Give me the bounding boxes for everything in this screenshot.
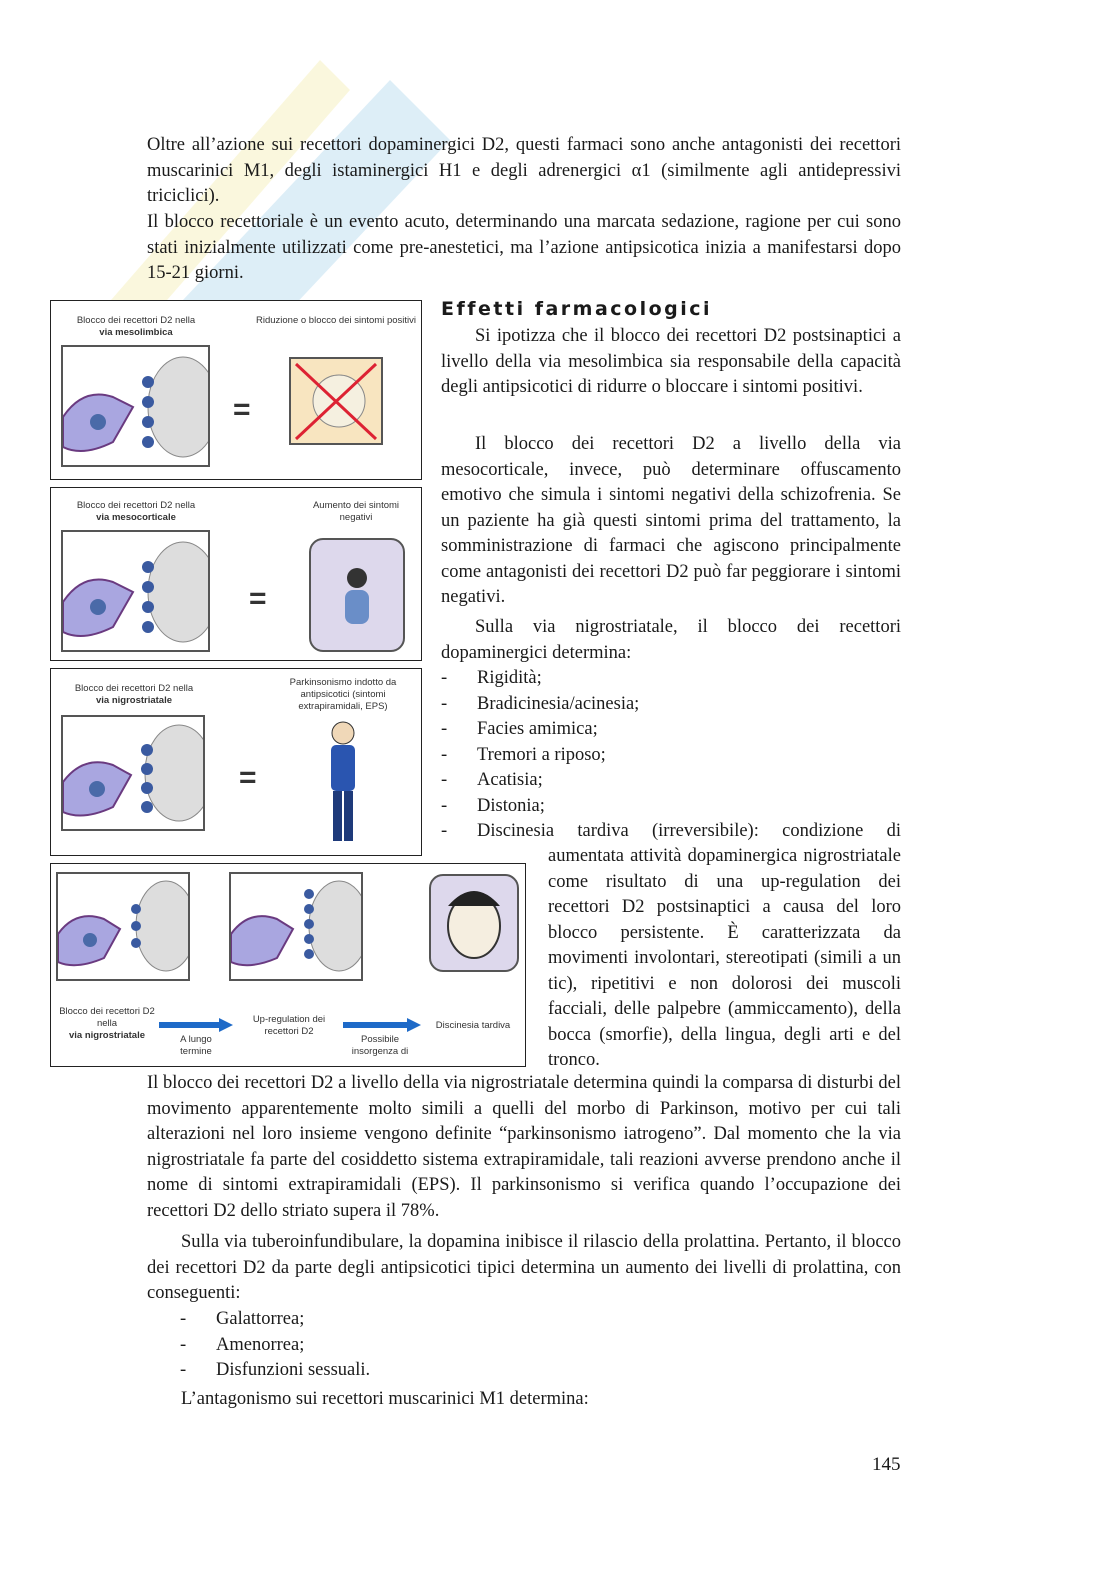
synapse-upregulated-diagram <box>229 872 363 981</box>
section-paragraph-1: Si ipotizza che il blocco dei recettori D2 postsinaptici a livello della via mesolimbica sia responsabile della capacità degli antipsicotici di ridurre o bloccare i sintomi positivi. <box>441 326 901 397</box>
list-item: - Distonia; <box>441 795 545 816</box>
section-paragraph-2: Il blocco dei recettori D2 a livello della via mesocorticale, invece, può determinare offuscamento emotivo che simula i sintomi negativi della schizofrenia. Se un paziente ha già questi sintomi prima del trattamento, la somministrazione di farmaci che agiscono principalmente come antagonisti dei recettori D2 può far peggiorare i sintomi negativi. <box>441 434 901 607</box>
body-paragraph-6: L’antagonismo sui recettori muscarinici M1 determina: <box>181 1389 589 1409</box>
list-item: - Disfunzioni sessuali. <box>180 1360 371 1380</box>
figure-4-caption-possible-onset: Possibile insorgenza di <box>351 1034 409 1057</box>
intro-paragraph-2: Il blocco recettoriale è un evento acuto, determinando una marcata sedazione, ragione per cui sono stati inizialmente utilizzati come pre-anestetici, ma l’azione antipsicotica inizia a manifestarsi dopo 15-21 giorni. <box>147 212 901 283</box>
synapse-diagram <box>61 345 210 467</box>
list-item: - Galattorrea; <box>180 1309 305 1329</box>
figure-2-left-caption: Blocco dei recettori D2 nella via mesocorticale <box>76 500 196 523</box>
figure-4-caption-tardive: Discinesia tardiva <box>435 1020 511 1031</box>
list-item: - Amenorrea; <box>180 1334 305 1355</box>
intro-paragraph-1: Oltre all’azione sui recettori dopaminergici D2, questi farmaci sono anche antagonisti dei recettori muscarinici M1, degli istaminergici H1 e degli adrenergici α1 (similmente agli antidepressivi triciclici). <box>147 135 901 206</box>
figure-1-right-caption: Riduzione o blocco dei sintomi positivi <box>256 315 416 326</box>
list-item: - Bradicinesia/acinesia; <box>441 693 640 714</box>
list-item: - Discinesia tardiva (irreversibile): condizione di <box>441 821 901 841</box>
section-heading: Effetti farmacologici <box>441 298 713 320</box>
figure-4-caption-long-term: A lungo termine <box>180 1034 212 1057</box>
figure-4-caption-upregulation: Up-regulation dei recettori D2 <box>252 1014 326 1037</box>
symptom-list <box>441 666 901 845</box>
crossed-symptoms-icon <box>289 357 383 445</box>
sad-person-icon <box>309 538 405 652</box>
section-paragraph-3: Sulla via nigrostriatale, il blocco dei recettori dopaminergici determina: <box>441 617 901 663</box>
equals-sign: = <box>249 582 267 615</box>
list-item: - Facies amimica; <box>441 719 598 739</box>
tardive-dyskinesia-description: aumentata attività dopaminergica nigrostriatale come risultato di una up-regulation dei recettori D2 postsinaptici a causa del loro blocco persistente. È caratterizzata da movimenti involontari, stereotipati (simili a un tic), ripetitivi e non dolorosi dei muscoli facciali, delle palpebre (ammiccamento), della bocca (smorfie), della lingua, degli arti e del tronco. <box>548 846 901 1070</box>
grimacing-face-icon <box>429 874 519 972</box>
standing-person-icon <box>313 721 373 847</box>
figure-3-right-caption: Parkinsonismo indotto da antipsicotici (sintomi extrapiramidali, EPS) <box>289 677 397 712</box>
list-item: - Tremori a riposo; <box>441 744 606 765</box>
figure-1-left-caption: Blocco dei recettori D2 nella via mesolimbica <box>76 315 196 338</box>
synapse-diagram <box>61 530 210 652</box>
figure-mesocortical <box>50 487 422 661</box>
figure-tardive-dyskinesia <box>50 863 526 1067</box>
page-number: 145 <box>872 1454 901 1475</box>
figure-nigrostriatal <box>50 668 422 856</box>
synapse-diagram <box>56 872 190 981</box>
list-item: - Acatisia; <box>441 770 543 790</box>
figure-mesolimbic <box>50 300 422 480</box>
arrow-icon <box>159 1018 233 1032</box>
figure-3-left-caption: Blocco dei recettori D2 nella via nigrostriatale <box>74 683 194 706</box>
equals-sign: = <box>239 761 257 794</box>
prolactin-list <box>180 1307 580 1384</box>
arrow-icon <box>343 1018 421 1032</box>
figure-4-caption-blocco: Blocco dei recettori D2 nella via nigrostriatale <box>59 1006 155 1041</box>
list-item: - Rigidità; <box>441 668 542 688</box>
equals-sign: = <box>233 393 251 426</box>
body-paragraph-4: Il blocco dei recettori D2 a livello della via nigrostriatale determina quindi la comparsa di disturbi del movimento apparentemente molto simili a quelli del morbo di Parkinson, motivo per cui tali alterazioni nel loro insieme vengono definite “parkinsonismo iatrogeno”. Dal momento che la via nigrostriatale fa parte del cosiddetto sistema extrapiramidale, tali reazioni avverse prendono anche il nome di sintomi extrapiramidali (EPS). Il parkinsonismo si verifica quando l’occupazione dei recettori D2 dello striato supera il 78%. <box>147 1073 901 1221</box>
synapse-diagram <box>61 715 205 831</box>
body-paragraph-5: Sulla via tuberoinfundibulare, la dopamina inibisce il rilascio della prolattina. Pertanto, il blocco dei recettori D2 da parte degli antipsicotici tipici determina un aumento dei livelli di prolattina, con conseguenti: <box>147 1232 901 1303</box>
figure-2-right-caption: Aumento dei sintomi negativi <box>312 500 400 523</box>
